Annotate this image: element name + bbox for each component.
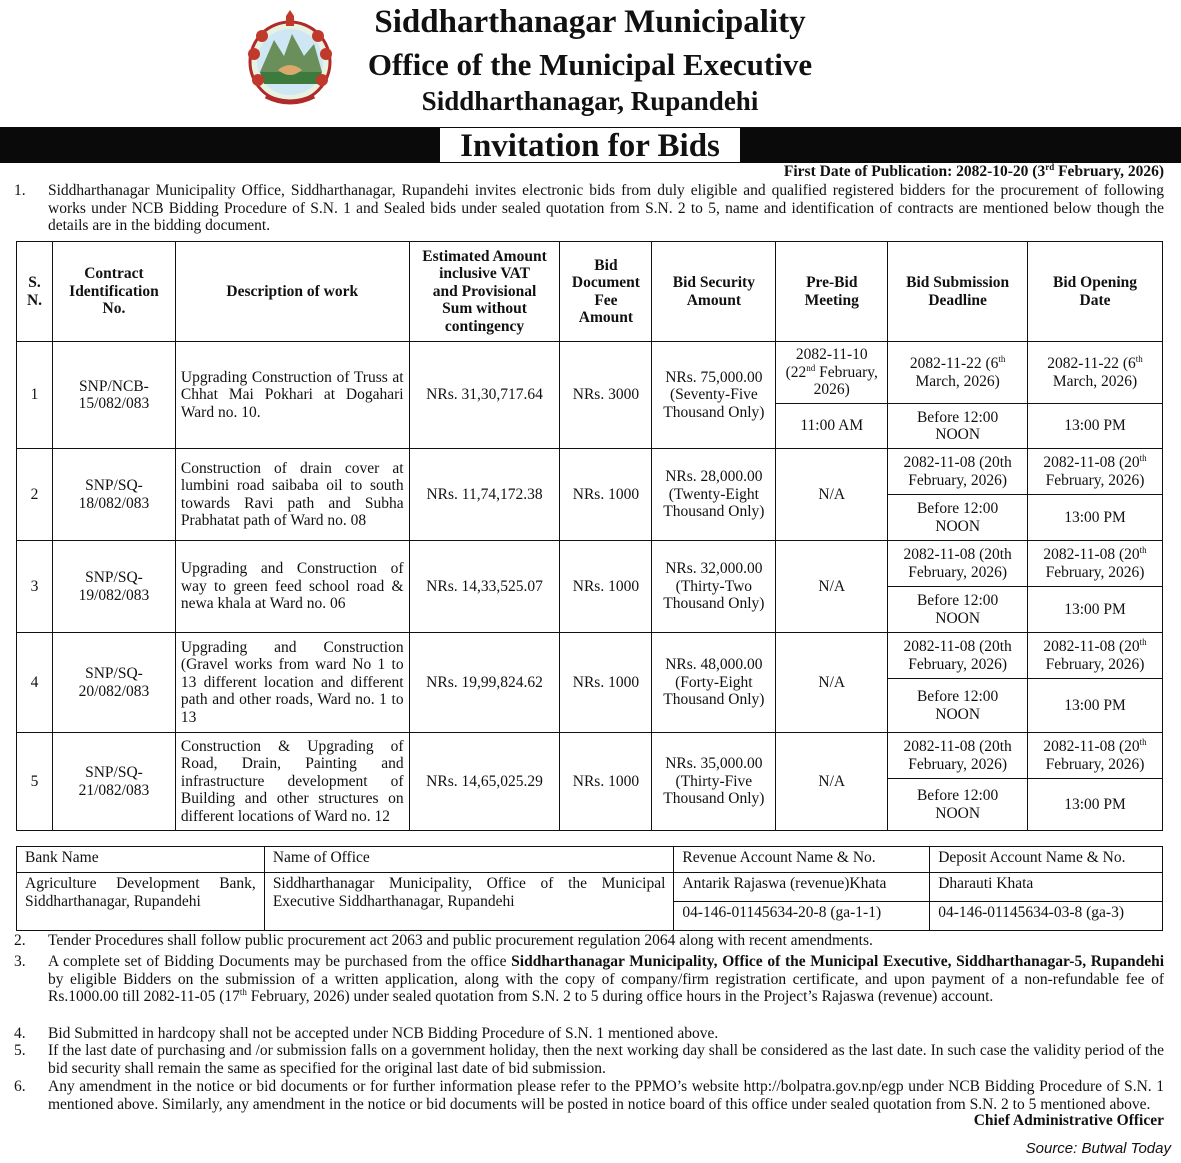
cell-sn: 5 [17, 733, 53, 831]
col-header-contract-id: Contract Identification No. [52, 242, 175, 342]
cell-pre-bid: N/A [776, 541, 888, 633]
cell-submission-time: Before 12:00 NOON [888, 587, 1028, 633]
bank-name-value: Agriculture Development Bank, Siddharthanagar, Rupandehi [17, 873, 265, 931]
paragraph-text: Bid Submitted in hardcopy shall not be accepted under NCB Bidding Procedure of S.N. 1 mentioned above. [48, 1025, 719, 1042]
cell-submission-date: 2082-11-08 (20th February, 2026) [888, 541, 1028, 587]
cell-submission-time: Before 12:00 NOON [888, 679, 1028, 733]
cell-amount: NRs. 11,74,172.38 [409, 449, 560, 541]
paragraph-4 [14, 1025, 1164, 1043]
table-row [17, 541, 1163, 587]
cell-sn: 3 [17, 541, 53, 633]
cell-security: NRs. 28,000.00 (Twenty-Eight Thousand Only) [652, 449, 776, 541]
cell-opening-time: 13:00 PM [1028, 404, 1163, 449]
cell-opening-date: 2082-11-08 (20th February, 2026) [1028, 733, 1163, 779]
paragraph-number: 4. [14, 1025, 26, 1042]
paragraph-6 [14, 1078, 1164, 1113]
cell-submission-date: 2082-11-22 (6th March, 2026) [888, 342, 1028, 404]
bank-row [17, 873, 1163, 902]
paragraph-text: Any amendment in the notice or bid documents or for further information please refer to the PPMO’s website http://bolpatra.gov.np/egp under NCB Bidding Procedure of S.N. 1 mentioned above. Similarly, any amendment in the notice or bid documents will be posted in notice board of this office under sealed quotation from S.N. 2 to 5 mentioned above. [48, 1078, 1164, 1113]
cell-contract-id: SNP/SQ- 20/082/083 [52, 633, 175, 733]
revenue-account-name: Antarik Rajaswa (revenue)Khata [674, 873, 930, 902]
col-header-bid-security: Bid Security Amount [652, 242, 776, 342]
publication-date-suffix: February, 2026) [1054, 163, 1164, 180]
revenue-account-number: 04-146-01145634-20-8 (ga-1-1) [674, 902, 930, 931]
cell-fee: NRs. 3000 [560, 342, 652, 449]
cell-fee: NRs. 1000 [560, 633, 652, 733]
bank-account-table [16, 846, 1163, 931]
publication-date-sup: rd [1045, 161, 1055, 172]
cell-contract-id: SNP/SQ- 18/082/083 [52, 449, 175, 541]
table-row [17, 342, 1163, 404]
cell-opening-time: 13:00 PM [1028, 679, 1163, 733]
paragraph-number: 2. [14, 932, 26, 949]
cell-pre-bid-date: 2082-11-10 (22nd February, 2026) [776, 342, 888, 404]
cell-submission-time: Before 12:00 NOON [888, 779, 1028, 831]
paragraph-number: 6. [14, 1078, 26, 1095]
works-table [16, 241, 1163, 831]
nepal-emblem-icon [240, 10, 340, 110]
cell-amount: NRs. 14,33,525.07 [409, 541, 560, 633]
col-header-opening-date: Bid Opening Date [1028, 242, 1163, 342]
col-header-estimated-amount: Estimated Amount inclusive VAT and Provisional Sum without contingency [409, 242, 560, 342]
signatory-title: Chief Administrative Officer [973, 1112, 1164, 1129]
cell-contract-id: SNP/SQ- 21/082/083 [52, 733, 175, 831]
col-header-sn: S. N. [17, 242, 53, 342]
office-location: Siddharthanagar, Rupandehi [421, 86, 759, 116]
paragraph-2 [14, 932, 1164, 950]
cell-sn: 4 [17, 633, 53, 733]
paragraph-text: If the last date of purchasing and /or submission falls on a government holiday, then the next working day shall be considered as the last date. In such case the validity period of the bid security shall remain the same as specified for the original last date of bid submission. [48, 1042, 1164, 1077]
notice-title: Invitation for Bids [440, 128, 740, 162]
col-header-description: Description of work [175, 242, 409, 342]
cell-description: Construction & Upgrading of Road, Drain, Painting and infrastructure development of Building and other structures on different locations of Ward no. 12 [175, 733, 409, 831]
cell-pre-bid-time: 11:00 AM [776, 404, 888, 449]
cell-description: Upgrading Construction of Truss at Chhat Mai Pokhari at Dogahari Ward no. 10. [175, 342, 409, 449]
cell-fee: NRs. 1000 [560, 733, 652, 831]
cell-pre-bid: N/A [776, 733, 888, 831]
cell-security: NRs. 35,000.00 (Thirty-Five Thousand Only) [652, 733, 776, 831]
cell-security: NRs. 75,000.00 (Seventy-Five Thousand Only) [652, 342, 776, 449]
deposit-account-name: Dharauti Khata [930, 873, 1163, 902]
cell-opening-date: 2082-11-22 (6th March, 2026) [1028, 342, 1163, 404]
paragraph-3 [14, 953, 1164, 1006]
cell-opening-time: 13:00 PM [1028, 495, 1163, 541]
publication-date-text: First Date of Publication: 2082-10-20 (3 [783, 163, 1046, 180]
paragraph-text: Tender Procedures shall follow public procurement act 2063 and public procurement regulation 2064 along with recent amendments. [48, 932, 873, 949]
cell-pre-bid: N/A [776, 449, 888, 541]
cell-contract-id: SNP/SQ- 19/082/083 [52, 541, 175, 633]
col-header-pre-bid: Pre-Bid Meeting [776, 242, 888, 342]
cell-opening-date: 2082-11-08 (20th February, 2026) [1028, 449, 1163, 495]
cell-submission-date: 2082-11-08 (20th February, 2026) [888, 733, 1028, 779]
source-credit: Source: Butwal Today [1025, 1140, 1171, 1157]
paragraph-number: 3. [14, 953, 26, 970]
table-row [17, 633, 1163, 679]
municipality-name: Siddharthanagar Municipality [374, 4, 806, 40]
cell-fee: NRs. 1000 [560, 449, 652, 541]
table-header-row [17, 242, 1163, 342]
cell-sn: 2 [17, 449, 53, 541]
bank-col-office: Name of Office [264, 847, 674, 873]
cell-submission-time: Before 12:00 NOON [888, 495, 1028, 541]
cell-opening-date: 2082-11-08 (20th February, 2026) [1028, 541, 1163, 587]
paragraph-text: A complete set of Bidding Documents may be purchased from the office Siddharthanagar Municipality, Office of the Municipal Executive, Siddharthanagar-5, Rupandehi by eligible Bidders on the submission of a written application, along with the copy of company/firm registration certificate, and upon payment of a non-refundable fee of Rs.1000.00 till 2082-11-05 (17th February, 2026) under sealed quotation from S.N. 2 to 5 during office hours in the Project’s Rajaswa (revenue) account. [48, 953, 1164, 1005]
cell-amount: NRs. 31,30,717.64 [409, 342, 560, 449]
paragraph-1 [14, 182, 1164, 235]
paragraph-text: Siddharthanagar Municipality Office, Siddharthanagar, Rupandehi invites electronic bids from duly eligible and qualified registered bidders for the procurement of following works under NCB Bidding Procedure of S.N. 1 and Sealed bids under sealed quotation from S.N. 2 to 5, name and identification of contracts are mentioned below though the details are in the bidding document. [48, 182, 1164, 234]
cell-submission-time: Before 12:00 NOON [888, 404, 1028, 449]
table-row [17, 733, 1163, 779]
cell-fee: NRs. 1000 [560, 541, 652, 633]
cell-pre-bid: N/A [776, 633, 888, 733]
cell-security: NRs. 48,000.00 (Forty-Eight Thousand Only) [652, 633, 776, 733]
table-row [17, 449, 1163, 495]
cell-description: Construction of drain cover at lumbini road saibaba oil to south towards Ravi path and Subha Prabhatat path of Ward no. 08 [175, 449, 409, 541]
bank-col-deposit: Deposit Account Name & No. [930, 847, 1163, 873]
bank-header-row [17, 847, 1163, 873]
cell-submission-date: 2082-11-08 (20th February, 2026) [888, 633, 1028, 679]
bank-col-bank-name: Bank Name [17, 847, 265, 873]
cell-description: Upgrading and Construction (Gravel works from ward No 1 to 13 different location and different path and other roads, Ward no. 1 to 13 [175, 633, 409, 733]
deposit-account-number: 04-146-01145634-03-8 (ga-3) [930, 902, 1163, 931]
col-header-submission-deadline: Bid Submission Deadline [888, 242, 1028, 342]
paragraph-number: 1. [14, 182, 26, 199]
cell-opening-time: 13:00 PM [1028, 779, 1163, 831]
cell-amount: NRs. 19,99,824.62 [409, 633, 560, 733]
bank-col-revenue: Revenue Account Name & No. [674, 847, 930, 873]
cell-contract-id: SNP/NCB- 15/082/083 [52, 342, 175, 449]
cell-submission-date: 2082-11-08 (20th February, 2026) [888, 449, 1028, 495]
office-address-bold: Siddharthanagar Municipality, Office of the Municipal Executive, Siddharthanagar-5, Rupandehi [511, 953, 1164, 970]
cell-description: Upgrading and Construction of way to green feed school road & newa khala at Ward no. 06 [175, 541, 409, 633]
notice-header [0, 0, 1181, 128]
office-name-value: Siddharthanagar Municipality, Office of the Municipal Executive Siddharthanagar, Rupandehi [264, 873, 674, 931]
cell-sn: 1 [17, 342, 53, 449]
cell-security: NRs. 32,000.00 (Thirty-Two Thousand Only) [652, 541, 776, 633]
paragraph-number: 5. [14, 1042, 26, 1059]
publication-date [784, 163, 1164, 181]
cell-amount: NRs. 14,65,025.29 [409, 733, 560, 831]
office-name: Office of the Municipal Executive [367, 47, 813, 82]
cell-opening-date: 2082-11-08 (20th February, 2026) [1028, 633, 1163, 679]
cell-opening-time: 13:00 PM [1028, 587, 1163, 633]
col-header-document-fee: Bid Document Fee Amount [560, 242, 652, 342]
paragraph-5 [14, 1042, 1164, 1077]
